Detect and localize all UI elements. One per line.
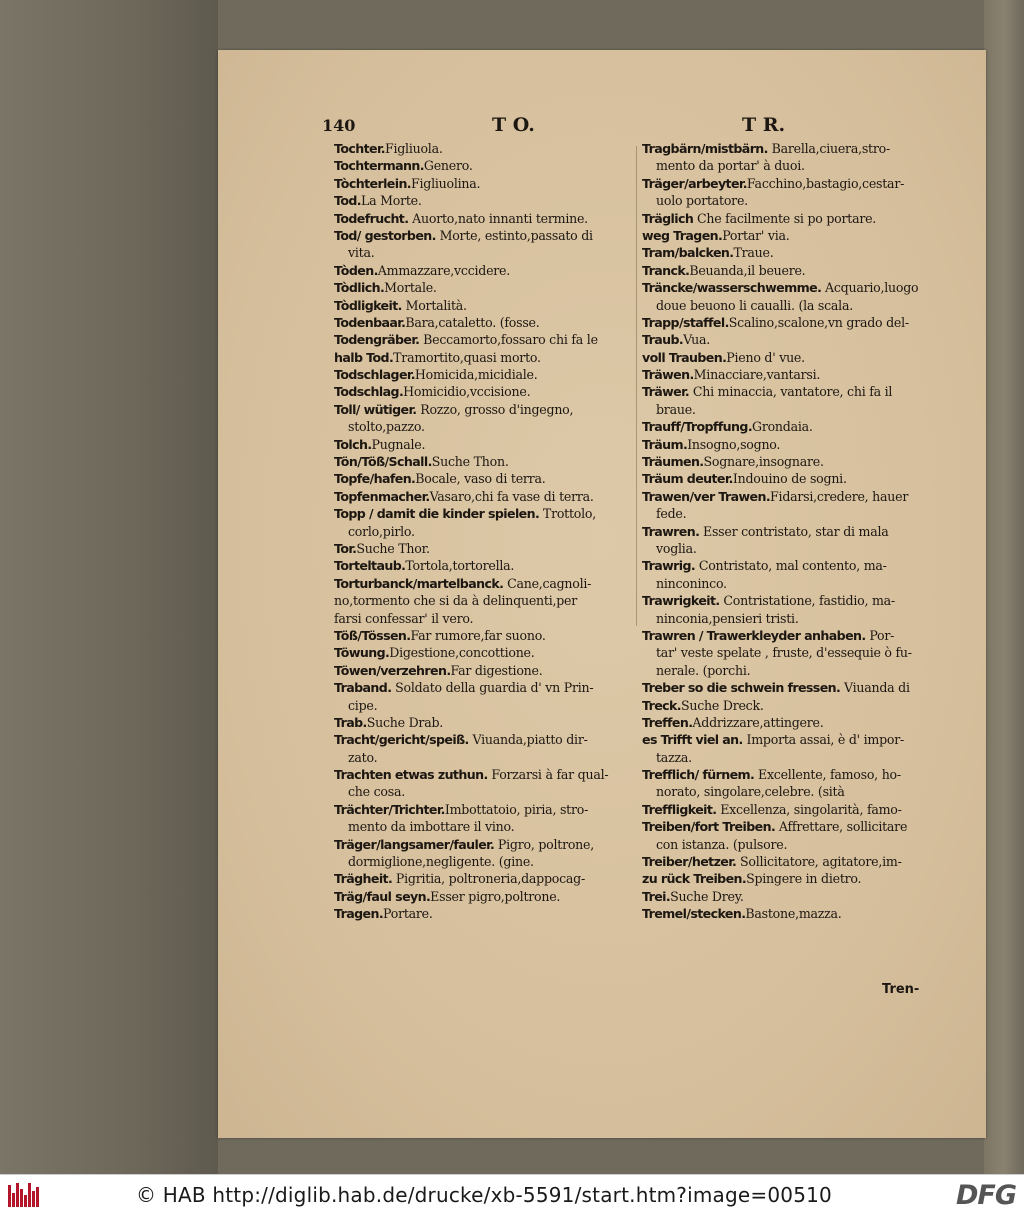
headword: Treiber/hetzer. <box>642 854 737 870</box>
dictionary-line <box>642 349 940 366</box>
scan-background-left <box>0 0 218 1174</box>
dictionary-line <box>642 470 940 487</box>
definition: Suche Thor. <box>356 540 430 556</box>
dictionary-line <box>334 731 630 748</box>
headword: Todschlager. <box>334 367 415 383</box>
dictionary-line <box>334 488 630 505</box>
definition: Vasaro,chi fa vase di terra. <box>429 488 594 504</box>
dictionary-line <box>334 905 630 922</box>
headword: Töß/Tössen. <box>334 627 411 643</box>
definition: Acquario,luogo <box>821 280 919 296</box>
dictionary-line <box>334 714 630 731</box>
dictionary-line <box>334 505 630 522</box>
dictionary-line <box>334 453 630 470</box>
dictionary-line <box>334 818 630 835</box>
headword: Traband. <box>334 680 392 696</box>
dictionary-line <box>334 679 630 696</box>
dictionary-line <box>334 523 630 540</box>
definition: Pieno d' vue. <box>726 349 805 365</box>
headword: Trawrigkeit. <box>642 593 720 609</box>
definition: Tramortito,quasi morto. <box>393 349 541 365</box>
headword: Trawrig. <box>642 558 696 574</box>
headword: Trab. <box>334 714 367 730</box>
definition: Sollicitatore, agitatore,im- <box>736 854 902 870</box>
headword: Topfenmacher. <box>334 488 430 504</box>
logo-bar <box>32 1191 35 1207</box>
dictionary-line <box>334 644 630 661</box>
definition: Bocale, vaso di terra. <box>415 471 546 487</box>
definition: Vua. <box>683 332 711 348</box>
definition: Far digestione. <box>450 662 543 678</box>
dictionary-line <box>334 140 630 157</box>
dictionary-line <box>334 610 630 627</box>
dictionary-line <box>642 644 940 661</box>
headword: Tracht/gericht/speiß. <box>334 732 469 748</box>
dictionary-line <box>334 314 630 331</box>
definition: Viuanda,piatto dir- <box>468 732 588 748</box>
dictionary-line <box>642 488 940 505</box>
headword: Tochter. <box>334 141 385 156</box>
dictionary-line <box>334 331 630 348</box>
viewer-footer <box>0 1174 1024 1215</box>
definition: Forzarsi à far qual- <box>487 767 609 783</box>
headword: Todengräber. <box>334 332 420 348</box>
dictionary-line <box>642 783 940 800</box>
definition: Figliuolina. <box>411 175 481 191</box>
dictionary-line <box>642 575 940 592</box>
headword: Tolch. <box>334 436 372 452</box>
definition: Figliuola. <box>384 141 443 156</box>
definition: no,tormento che si da à delinquenti,per <box>334 593 578 609</box>
dictionary-line <box>642 140 940 157</box>
definition: Trottolo, <box>539 506 596 522</box>
definition: Genero. <box>423 158 473 174</box>
logo-bar <box>24 1195 27 1207</box>
definition: cipe. <box>348 697 378 713</box>
dictionary-line <box>334 366 630 383</box>
running-head-left: T O. <box>492 114 535 136</box>
dictionary-line <box>642 679 940 696</box>
dictionary-line <box>642 662 940 679</box>
definition: Pigritia, poltroneria,dappocag- <box>392 871 586 887</box>
definition: mento da portar' à duoi. <box>656 158 805 174</box>
headword: Träwer. <box>642 384 690 400</box>
headword: Träum deuter. <box>642 471 733 487</box>
dictionary-line <box>642 836 940 853</box>
definition: Tortola,tortorella. <box>405 558 515 574</box>
dictionary-line <box>334 436 630 453</box>
headword: Tranck. <box>642 262 690 278</box>
headword: Tram/balcken. <box>642 245 734 261</box>
dictionary-line <box>334 157 630 174</box>
dictionary-line <box>334 540 630 557</box>
definition: Che facilmente si po portare. <box>693 210 877 226</box>
headword: halb Tod. <box>334 349 394 365</box>
definition: ninconinco. <box>656 575 727 591</box>
definition: Esser pigro,poltrone. <box>430 888 561 904</box>
headword: Topp / damit die kinder spielen. <box>334 506 540 522</box>
dictionary-line <box>642 175 940 192</box>
definition: Contristatione, fastidio, ma- <box>719 593 895 609</box>
definition: Scalino,scalone,vn grado del- <box>728 314 909 330</box>
definition: Barella,ciuera,stro- <box>767 141 890 156</box>
definition: Excellenza, singolarità, famo- <box>716 801 902 817</box>
definition: Suche Drab. <box>366 714 444 730</box>
definition: Cane,cagnoli- <box>503 575 592 591</box>
headword: Träum. <box>642 436 688 452</box>
definition: nerale. (porchi. <box>656 662 751 678</box>
headword: Träger/arbeyter. <box>642 175 747 191</box>
dictionary-line <box>642 418 940 435</box>
definition: che cosa. <box>348 784 405 800</box>
dictionary-line <box>334 418 630 435</box>
dictionary-line <box>334 210 630 227</box>
dictionary-line <box>334 783 630 800</box>
dictionary-line <box>642 766 940 783</box>
definition: uolo portatore. <box>656 193 748 209</box>
dictionary-line <box>642 453 940 470</box>
definition: Bastone,mazza. <box>745 906 842 922</box>
headword: Tremel/stecken. <box>642 906 746 922</box>
definition: Indouino de sogni. <box>732 471 847 487</box>
dictionary-line <box>642 592 940 609</box>
headword: Trawren / Trawerkleyder anhaben. <box>642 627 866 643</box>
definition: Morte, estinto,passato di <box>435 227 593 243</box>
dictionary-line <box>334 575 630 592</box>
headword: Tòdlich. <box>334 280 385 296</box>
dictionary-line <box>642 383 940 400</box>
definition: Grondaia. <box>752 419 813 435</box>
definition: dormiglione,negligente. (gine. <box>348 854 534 870</box>
headword: Tòden. <box>334 262 378 278</box>
dictionary-line <box>642 505 940 522</box>
definition: tar' veste spelate , fruste, d'essequie ò fu- <box>656 645 912 661</box>
headword: Tor. <box>334 540 357 556</box>
headword: Traub. <box>642 332 684 348</box>
page-header <box>218 116 986 140</box>
headword: Treiben/fort Treiben. <box>642 819 776 835</box>
headword: Trägheit. <box>334 871 393 887</box>
definition: Por- <box>865 627 895 643</box>
definition: Insogno,sogno. <box>687 436 781 452</box>
headword: Träwen. <box>642 367 694 383</box>
dictionary-line <box>642 870 940 887</box>
logo-bar <box>36 1187 39 1207</box>
dictionary-line <box>642 314 940 331</box>
left-column <box>334 140 630 923</box>
dictionary-line <box>642 401 940 418</box>
dictionary-line <box>334 279 630 296</box>
definition: La Morte. <box>360 193 422 209</box>
dictionary-line <box>334 853 630 870</box>
definition: vita. <box>348 245 375 261</box>
headword: Töwen/verzehren. <box>334 662 451 678</box>
headword: Trawren. <box>642 523 700 539</box>
catchword: Tren- <box>882 982 920 997</box>
definition: Traue. <box>733 245 774 261</box>
definition: Mortale. <box>384 280 437 296</box>
definition: Pugnale. <box>371 436 426 452</box>
column-divider <box>636 146 637 626</box>
headword: Todschlag. <box>334 384 404 400</box>
headword: weg Tragen. <box>642 227 723 243</box>
dictionary-line <box>642 801 940 818</box>
dictionary-line <box>334 349 630 366</box>
definition: Digestione,concottione. <box>389 645 535 661</box>
definition: mento da imbottare il vino. <box>348 819 515 835</box>
definition: Portar' via. <box>722 227 790 243</box>
logo-bar <box>28 1183 31 1207</box>
definition: Esser contristato, star di mala <box>699 523 889 539</box>
headword: Trächter/Trichter. <box>334 801 445 817</box>
definition: Addrizzare,attingere. <box>692 714 824 730</box>
headword: Treber so die schwein fressen. <box>642 680 841 696</box>
headword: Träger/langsamer/fauler. <box>334 836 495 852</box>
dictionary-line <box>334 297 630 314</box>
logo-bar <box>8 1185 11 1207</box>
dictionary-line <box>642 853 940 870</box>
definition: Chi minaccia, vantatore, chi fa il <box>689 384 893 400</box>
definition: Bara,cataletto. (fosse. <box>405 314 540 330</box>
dictionary-line <box>334 888 630 905</box>
definition: doue beuono li caualli. (la scala. <box>656 297 853 313</box>
definition: corlo,pirlo. <box>348 523 415 539</box>
headword: zu rück Treiben. <box>642 871 747 887</box>
headword: Tön/Töß/Schall. <box>334 454 432 470</box>
logo-bar <box>20 1189 23 1207</box>
dictionary-line <box>334 557 630 574</box>
headword: Treffen. <box>642 714 693 730</box>
dictionary-line <box>334 592 630 609</box>
dfg-logo[interactable]: DFG <box>955 1180 1016 1211</box>
dictionary-line <box>334 244 630 261</box>
dictionary-line <box>642 731 940 748</box>
dictionary-line <box>642 818 940 835</box>
definition: Homicida,micidiale. <box>414 367 538 383</box>
dictionary-line <box>642 714 940 731</box>
dictionary-line <box>642 523 940 540</box>
definition: Far rumore,far suono. <box>410 627 546 643</box>
definition: zato. <box>348 749 378 765</box>
definition: Facchino,bastagio,cestar- <box>746 175 905 191</box>
headword: Tòdligkeit. <box>334 297 402 313</box>
headword: Toll/ wütiger. <box>334 401 417 417</box>
headword: Trauff/Tropffung. <box>642 419 753 435</box>
dictionary-line <box>642 888 940 905</box>
dictionary-line <box>642 279 940 296</box>
definition: stolto,pazzo. <box>348 419 425 435</box>
logo-bar <box>16 1183 19 1207</box>
definition: Imbottatoio, piria, stro- <box>444 801 589 817</box>
dictionary-line <box>642 610 940 627</box>
definition: Affrettare, sollicitare <box>775 819 908 835</box>
definition: Suche Drey. <box>670 888 744 904</box>
dictionary-line <box>642 905 940 922</box>
page-number: 140 <box>322 116 356 135</box>
definition: Minacciare,vantarsi. <box>693 367 821 383</box>
headword: Trachten etwas zuthun. <box>334 767 488 783</box>
dictionary-line <box>642 366 940 383</box>
headword: Träg/faul seyn. <box>334 888 431 904</box>
headword: Träncke/wasserschwemme. <box>642 280 822 296</box>
definition: Sognare,insognare. <box>703 454 824 470</box>
dictionary-line <box>642 297 940 314</box>
definition: voglia. <box>656 540 697 556</box>
headword: Torturbanck/martelbanck. <box>334 575 504 591</box>
dictionary-line <box>334 262 630 279</box>
headword: Tragbärn/mistbärn. <box>642 141 768 156</box>
dictionary-line <box>334 401 630 418</box>
definition: Auorto,nato innanti termine. <box>408 210 588 226</box>
definition: ninconia,pensieri tristi. <box>656 610 799 626</box>
definition: braue. <box>656 401 696 417</box>
headword: es Trifft viel an. <box>642 732 743 748</box>
definition: Beccamorto,fossaro chi fa le <box>419 332 598 348</box>
dictionary-line <box>334 697 630 714</box>
running-head-right: T R. <box>742 114 786 136</box>
headword: Todenbaar. <box>334 314 406 330</box>
dictionary-line <box>642 331 940 348</box>
headword: Trawen/ver Trawen. <box>642 488 771 504</box>
dictionary-line <box>642 262 940 279</box>
headword: Träglich <box>642 210 694 226</box>
headword: Tochtermann. <box>334 158 424 174</box>
dictionary-line <box>334 836 630 853</box>
scan-background-right <box>984 0 1024 1174</box>
definition: Mortalità. <box>401 297 467 313</box>
dictionary-line <box>642 749 940 766</box>
headword: Tragen. <box>334 906 384 922</box>
dictionary-line <box>642 227 940 244</box>
definition: Soldato della guardia d' vn Prin- <box>391 680 594 696</box>
headword: Töwung. <box>334 645 390 661</box>
definition: Homicidio,vccisione. <box>403 384 531 400</box>
definition: Importa assai, è d' impor- <box>742 732 905 748</box>
dictionary-line <box>642 157 940 174</box>
definition: tazza. <box>656 749 692 765</box>
headword: Trei. <box>642 888 671 904</box>
dictionary-line <box>334 801 630 818</box>
dictionary-line <box>334 227 630 244</box>
definition: farsi confessar' il vero. <box>334 610 474 626</box>
dictionary-line <box>642 540 940 557</box>
definition: Pigro, poltrone, <box>494 836 594 852</box>
headword: Treck. <box>642 697 681 713</box>
logo-bar <box>12 1193 15 1207</box>
headword: Träumen. <box>642 454 704 470</box>
definition: Portare. <box>383 906 433 922</box>
definition: norato, singolare,celebre. (sità <box>656 784 845 800</box>
definition: fede. <box>656 506 687 522</box>
headword: Treffligkeit. <box>642 801 717 817</box>
dictionary-line <box>334 766 630 783</box>
definition: Contristato, mal contento, ma- <box>695 558 887 574</box>
definition: Suche Dreck. <box>680 697 764 713</box>
dictionary-line <box>334 662 630 679</box>
definition: Viuanda di <box>840 680 910 696</box>
definition: Beuanda,il beuere. <box>689 262 806 278</box>
dictionary-line <box>334 470 630 487</box>
dictionary-line <box>642 192 940 209</box>
dictionary-line <box>334 192 630 209</box>
headword: Todefrucht. <box>334 210 409 226</box>
dictionary-line <box>334 749 630 766</box>
headword: Topfe/hafen. <box>334 471 416 487</box>
dictionary-line <box>642 436 940 453</box>
headword: Torteltaub. <box>334 558 406 574</box>
definition: Rozzo, grosso d'ingegno, <box>416 401 574 417</box>
definition: Ammazzare,vccidere. <box>377 262 511 278</box>
hab-barcode-icon[interactable] <box>8 1181 38 1209</box>
definition: Spingere in dietro. <box>746 871 862 887</box>
right-column <box>642 140 940 923</box>
headword: Tòchterlein. <box>334 175 411 191</box>
dictionary-line <box>334 627 630 644</box>
dictionary-line <box>642 557 940 574</box>
headword: Tod. <box>334 193 361 209</box>
dictionary-line <box>642 210 940 227</box>
dictionary-line <box>642 697 940 714</box>
copyright-url-text[interactable]: © HAB http://diglib.hab.de/drucke/xb-5591/start.htm?image=00510 <box>136 1183 832 1207</box>
book-page <box>218 50 986 1138</box>
definition: Suche Thon. <box>431 454 509 470</box>
dictionary-line <box>642 244 940 261</box>
headword: Tod/ gestorben. <box>334 227 436 243</box>
dictionary-line <box>642 627 940 644</box>
headword: Trapp/staffel. <box>642 314 729 330</box>
headword: voll Trauben. <box>642 349 727 365</box>
dictionary-line <box>334 870 630 887</box>
definition: Excellente, famoso, ho- <box>754 767 901 783</box>
dictionary-line <box>334 383 630 400</box>
definition: Fidarsi,credere, hauer <box>770 488 909 504</box>
definition: con istanza. (pulsore. <box>656 836 788 852</box>
headword: Trefflich/ fürnem. <box>642 767 755 783</box>
dictionary-line <box>334 175 630 192</box>
